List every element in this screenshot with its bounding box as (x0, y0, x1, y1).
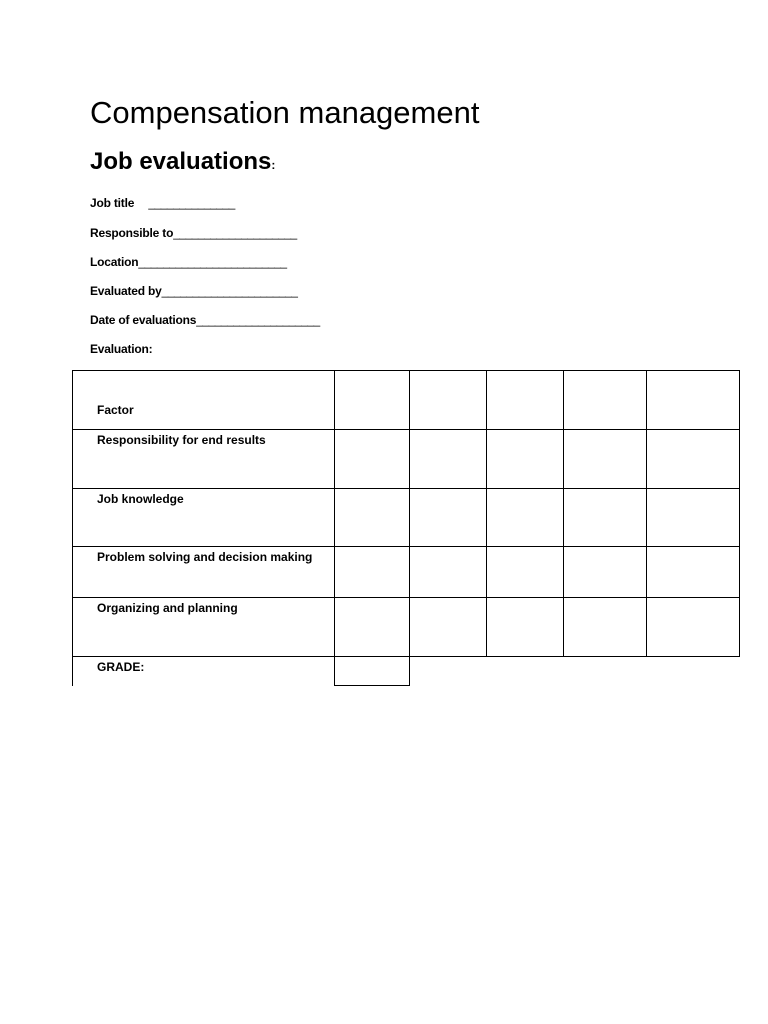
rating-cell[interactable] (647, 489, 740, 547)
rating-header-cell[interactable] (647, 371, 740, 430)
rating-cell[interactable] (410, 598, 487, 657)
rating-cell[interactable] (647, 598, 740, 657)
rating-cell[interactable] (487, 598, 564, 657)
field-line[interactable]: ____________________ (196, 313, 320, 327)
rating-cell[interactable] (410, 547, 487, 598)
table-row (73, 489, 740, 547)
field-date-of-evaluations[interactable] (90, 313, 320, 327)
grade-empty-cell (487, 657, 564, 686)
evaluation-table (72, 370, 740, 686)
field-label: Evaluated by (90, 284, 162, 298)
grade-empty-cell (564, 657, 647, 686)
rating-cell[interactable] (487, 547, 564, 598)
rating-cell[interactable] (335, 547, 410, 598)
field-label: Evaluation: (90, 342, 153, 356)
field-line[interactable]: ______________ (134, 196, 235, 210)
field-label: Job title (90, 196, 135, 210)
rating-cell[interactable] (564, 430, 647, 489)
factor-cell: Responsibility for end results (73, 430, 335, 489)
field-location[interactable] (90, 255, 287, 269)
field-job-title[interactable] (90, 196, 235, 210)
field-label: Date of evaluations (90, 313, 197, 327)
rating-cell[interactable] (335, 430, 410, 489)
rating-header-cell[interactable] (564, 371, 647, 430)
table-header-row (73, 371, 740, 430)
rating-cell[interactable] (647, 430, 740, 489)
subtitle-text: Job evaluations (90, 148, 272, 175)
field-evaluated-by[interactable] (90, 284, 297, 298)
field-line[interactable]: ________________________ (138, 255, 287, 269)
table-row (73, 547, 740, 598)
field-responsible-to[interactable] (90, 226, 297, 240)
rating-header-cell[interactable] (487, 371, 564, 430)
factor-cell: Organizing and planning (73, 598, 335, 657)
rating-cell[interactable] (564, 489, 647, 547)
rating-cell[interactable] (335, 598, 410, 657)
rating-cell[interactable] (564, 547, 647, 598)
grade-empty-cell (647, 657, 740, 686)
rating-cell[interactable] (410, 489, 487, 547)
rating-header-cell[interactable] (335, 371, 410, 430)
grade-label-cell: GRADE: (73, 657, 335, 686)
grade-empty-cell (410, 657, 487, 686)
rating-cell[interactable] (335, 489, 410, 547)
table-row (73, 430, 740, 489)
field-label: Location (90, 255, 139, 269)
factor-cell: Job knowledge (73, 489, 335, 547)
document-subtitle (90, 148, 275, 176)
rating-cell[interactable] (410, 430, 487, 489)
field-line[interactable]: ____________________ (173, 226, 297, 240)
rating-header-cell[interactable] (410, 371, 487, 430)
field-label: Responsible to (90, 226, 174, 240)
rating-cell[interactable] (647, 547, 740, 598)
subtitle-colon: : (271, 158, 276, 172)
rating-cell[interactable] (487, 489, 564, 547)
rating-cell[interactable] (564, 598, 647, 657)
factor-cell: Problem solving and decision making (73, 547, 335, 598)
grade-row (73, 657, 740, 686)
rating-cell[interactable] (487, 430, 564, 489)
document-title: Compensation management (90, 95, 480, 130)
table-row (73, 598, 740, 657)
grade-input-cell[interactable] (335, 657, 410, 686)
factor-header-cell: Factor (73, 371, 335, 430)
field-evaluation (90, 342, 152, 356)
field-line[interactable]: ______________________ (161, 284, 298, 298)
